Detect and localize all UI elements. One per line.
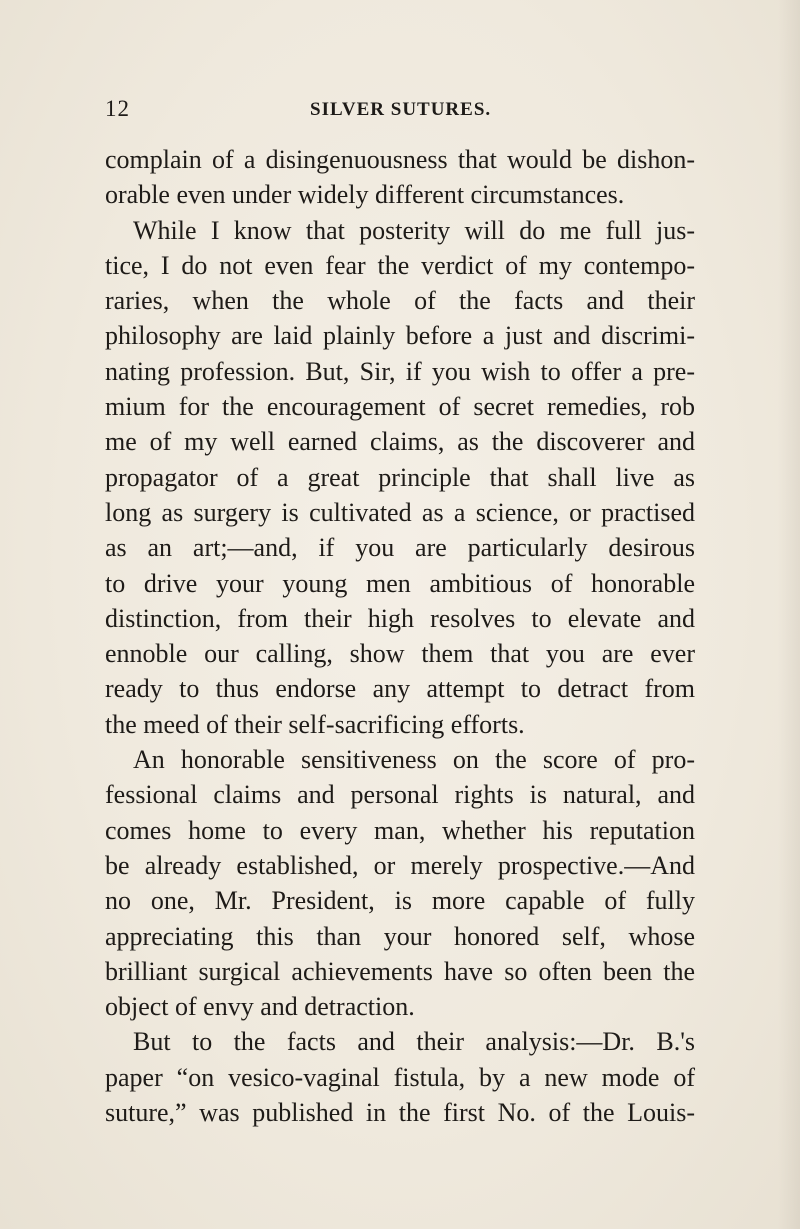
text-line: While I know that posterity will do me full jus- xyxy=(133,215,695,245)
page-number: 12 xyxy=(105,96,130,121)
text-line: distinction, from their high resolves to elevate and xyxy=(105,603,695,633)
text-line: propagator of a great principle that shall live as xyxy=(105,462,695,492)
text-line: long as surgery is cultivated as a science, or practised xyxy=(105,497,695,527)
text-line: comes home to every man, whether his reputation xyxy=(105,815,695,845)
text-line: ennoble our calling, show them that you are ever xyxy=(105,639,695,669)
text-line: But to the facts and their analysis:—Dr. B.'s xyxy=(133,1027,695,1057)
text-line: ready to thus endorse any attempt to detract from xyxy=(105,674,695,704)
text-line: tice, I do not even fear the verdict of my contempo- xyxy=(105,250,695,280)
text-line: the meed of their self-sacrificing efforts. xyxy=(105,709,525,739)
page-edge-shadow xyxy=(778,0,800,1229)
text-line: complain of a disingenuousness that would be dishon- xyxy=(105,145,695,174)
text-line: raries, when the whole of the facts and their xyxy=(105,286,695,316)
text-line: An honorable sensitiveness on the score of pro- xyxy=(133,745,695,775)
text-line: mium for the encouragement of secret remedies, rob xyxy=(105,392,695,422)
running-head xyxy=(105,96,715,126)
text-line: nating profession. But, Sir, if you wish to offer a pre- xyxy=(105,356,695,386)
text-line: no one, Mr. President, is more capable of fully xyxy=(105,886,695,916)
text-line: brilliant surgical achievements have so often been the xyxy=(105,956,695,986)
text-line: suture,” was published in the first No. of the Louis- xyxy=(105,1098,695,1128)
text-line: object of envy and detraction. xyxy=(105,992,415,1022)
text-line: philosophy are laid plainly before a just and discrimi- xyxy=(105,321,695,351)
running-title: SILVER SUTURES. xyxy=(310,99,492,120)
text-line: paper “on vesico-vaginal fistula, by a new mode of xyxy=(105,1062,695,1092)
text-line: fessional claims and personal rights is natural, and xyxy=(105,780,695,810)
text-line: appreciating this than your honored self, whose xyxy=(105,921,695,951)
text-line: orable even under widely different circumstances. xyxy=(105,180,625,210)
text-line: me of my well earned claims, as the discoverer and xyxy=(105,427,695,457)
text-line: be already established, or merely prospective.—And xyxy=(105,850,695,880)
body-text xyxy=(105,142,695,1130)
text-line: as an art;—and, if you are particularly desirous xyxy=(105,533,695,563)
text-line: to drive your young men ambitious of honorable xyxy=(105,568,695,598)
